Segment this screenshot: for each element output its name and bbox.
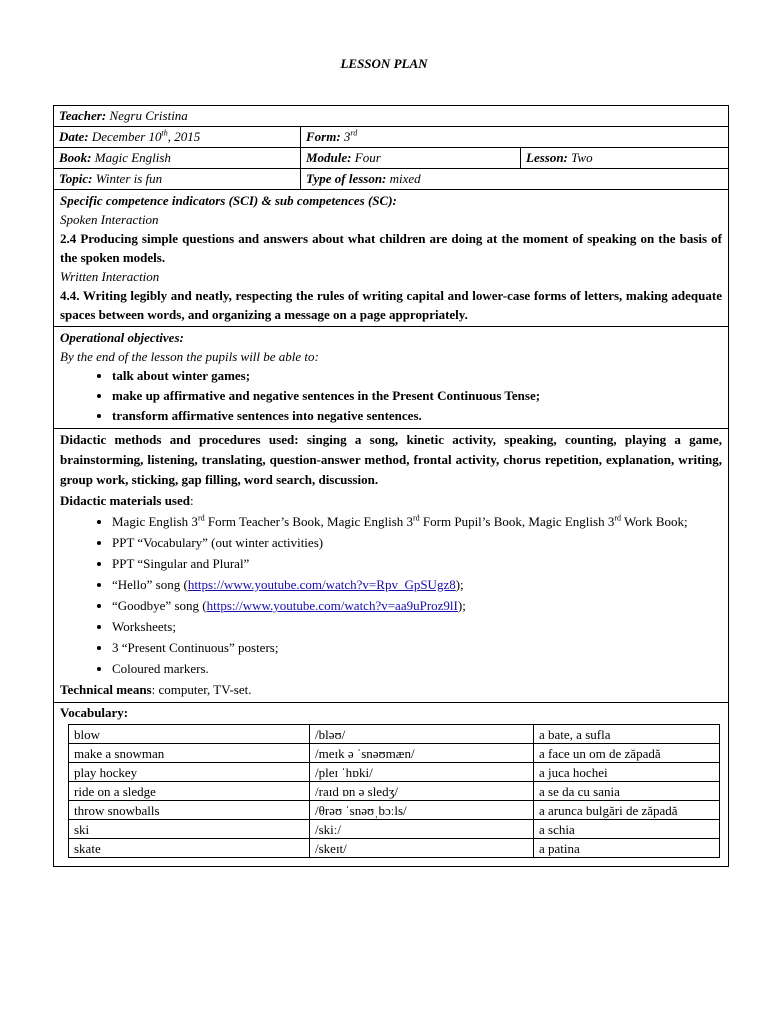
methods-text: : singing a song, kinetic activity, speaking, counting, playing a game, brainstorming, listening, translating, question-answer method, frontal activity, chorus repetition, explanation, writing, group work, sticking, gap filling, word search, discussion. [60, 432, 722, 487]
vocabulary-heading: Vocabulary: [60, 705, 129, 720]
teacher-label: Teacher: [59, 108, 107, 123]
vocab-transcription: /skeɪt/ [310, 839, 534, 858]
module-value: Four [354, 150, 381, 165]
vocab-term: throw snowballs [69, 801, 310, 820]
vocab-term: ski [69, 820, 310, 839]
materials-list [60, 511, 722, 679]
topic-label: Topic: [59, 171, 93, 186]
objective-item: • make up affirmative and negative sentences in the Present Continuous Tense; [112, 386, 722, 406]
vocab-term: play hockey [69, 763, 310, 782]
topic-type-row [54, 169, 728, 190]
book-label: Book: [59, 150, 92, 165]
vocabulary-section [54, 703, 728, 858]
vocab-transcription: /pleɪ ˈhɒki/ [310, 763, 534, 782]
lesson-value: Two [571, 150, 593, 165]
teacher-row [54, 106, 728, 127]
vocab-translation: a face un om de zăpadă [534, 744, 720, 763]
lesson-label: Lesson: [526, 150, 568, 165]
book-value: Magic English [94, 150, 171, 165]
methods-paragraph [60, 430, 722, 490]
vocabulary-table [68, 724, 720, 858]
technical-means: Technical means: computer, TV-set. [60, 682, 252, 697]
objectives-heading: Operational objectives: [60, 330, 184, 345]
form-value: 3rd [343, 128, 358, 144]
vocab-row [69, 801, 720, 820]
lesson-type-value: mixed [389, 171, 421, 186]
objectives-intro: By the end of the lesson the pupils will be able to: [60, 349, 319, 364]
date-value: December 10th, 2015 [91, 128, 201, 144]
material-item: • 3 “Present Continuous” posters; [112, 637, 722, 658]
objective-item: • talk about winter games; [112, 366, 722, 386]
spoken-interaction-text: 2.4 Producing simple questions and answers about what children are doing at the moment of speaking on the basis of the spoken models. [60, 231, 722, 265]
vocab-transcription: /θrəʊ ˈsnəʊˌbɔːls/ [310, 801, 534, 820]
vocab-transcription: /bləʊ/ [310, 725, 534, 744]
materials-heading: Didactic materials used: [60, 493, 194, 508]
material-item: • “Hello” song (https://www.youtube.com/watch?v=Rpv_GpSUgz8); [112, 574, 722, 595]
vocab-transcription: /raɪd ɒn ə sledʒ/ [310, 782, 534, 801]
vocab-translation: a juca hochei [534, 763, 720, 782]
goodbye-song-link[interactable]: https://www.youtube.com/watch?v=aa9uProz9lI [206, 598, 458, 613]
form-label: Form: [306, 129, 341, 144]
vocab-translation: a bate, a sufla [534, 725, 720, 744]
material-item: • PPT “Vocabulary” (out winter activities) [112, 532, 722, 553]
material-item: • Magic English 3rd Form Teacher’s Book, Magic English 3rd Form Pupil’s Book, Magic English 3rd Work Book; [112, 511, 722, 532]
objectives-section [54, 327, 728, 429]
vocab-row [69, 763, 720, 782]
vocab-term: make a snowman [69, 744, 310, 763]
page-title: LESSON PLAN [340, 56, 428, 71]
methods-section [54, 429, 728, 703]
lesson-type-label: Type of lesson: [306, 171, 387, 186]
material-item: • Coloured markers. [112, 658, 722, 679]
written-interaction-label: Written Interaction [60, 269, 160, 284]
competences-heading: Specific competence indicators (SCI) & sub competences (SC): [60, 193, 397, 208]
hello-song-link[interactable]: https://www.youtube.com/watch?v=Rpv_GpSUgz8 [187, 577, 456, 592]
vocab-transcription: /skiː/ [310, 820, 534, 839]
date-label: Date: [59, 129, 89, 144]
vocab-translation: a patina [534, 839, 720, 858]
date-form-row [54, 127, 728, 148]
teacher-value: Negru Cristina [109, 108, 188, 123]
written-interaction-text: 4.4. Writing legibly and neatly, respecting the rules of writing capital and lower-case forms of letters, making adequate spaces between words, and organizing a message on a page appropriately. [60, 288, 722, 322]
objectives-list [60, 366, 722, 426]
vocab-term: blow [69, 725, 310, 744]
objective-item: • transform affirmative sentences into negative sentences. [112, 406, 722, 426]
lesson-plan-table [53, 105, 729, 867]
material-item: • “Goodbye” song (https://www.youtube.com/watch?v=aa9uProz9lI); [112, 595, 722, 616]
vocab-row [69, 725, 720, 744]
vocab-term: ride on a sledge [69, 782, 310, 801]
vocab-transcription: /meɪk ə ˈsnəʊmæn/ [310, 744, 534, 763]
vocab-row [69, 820, 720, 839]
vocab-row [69, 839, 720, 858]
spoken-interaction-label: Spoken Interaction [60, 212, 159, 227]
vocab-row [69, 744, 720, 763]
methods-label: Didactic methods and procedures used [60, 432, 295, 447]
competences-section [54, 190, 728, 327]
module-label: Module: [306, 150, 352, 165]
vocab-translation: a arunca bulgări de zăpadă [534, 801, 720, 820]
material-item: • PPT “Singular and Plural” [112, 553, 722, 574]
book-module-row [54, 148, 728, 169]
vocab-translation: a schia [534, 820, 720, 839]
vocab-translation: a se da cu sania [534, 782, 720, 801]
vocab-term: skate [69, 839, 310, 858]
vocab-row [69, 782, 720, 801]
topic-value: Winter is fun [95, 171, 163, 186]
material-item: • Worksheets; [112, 616, 722, 637]
